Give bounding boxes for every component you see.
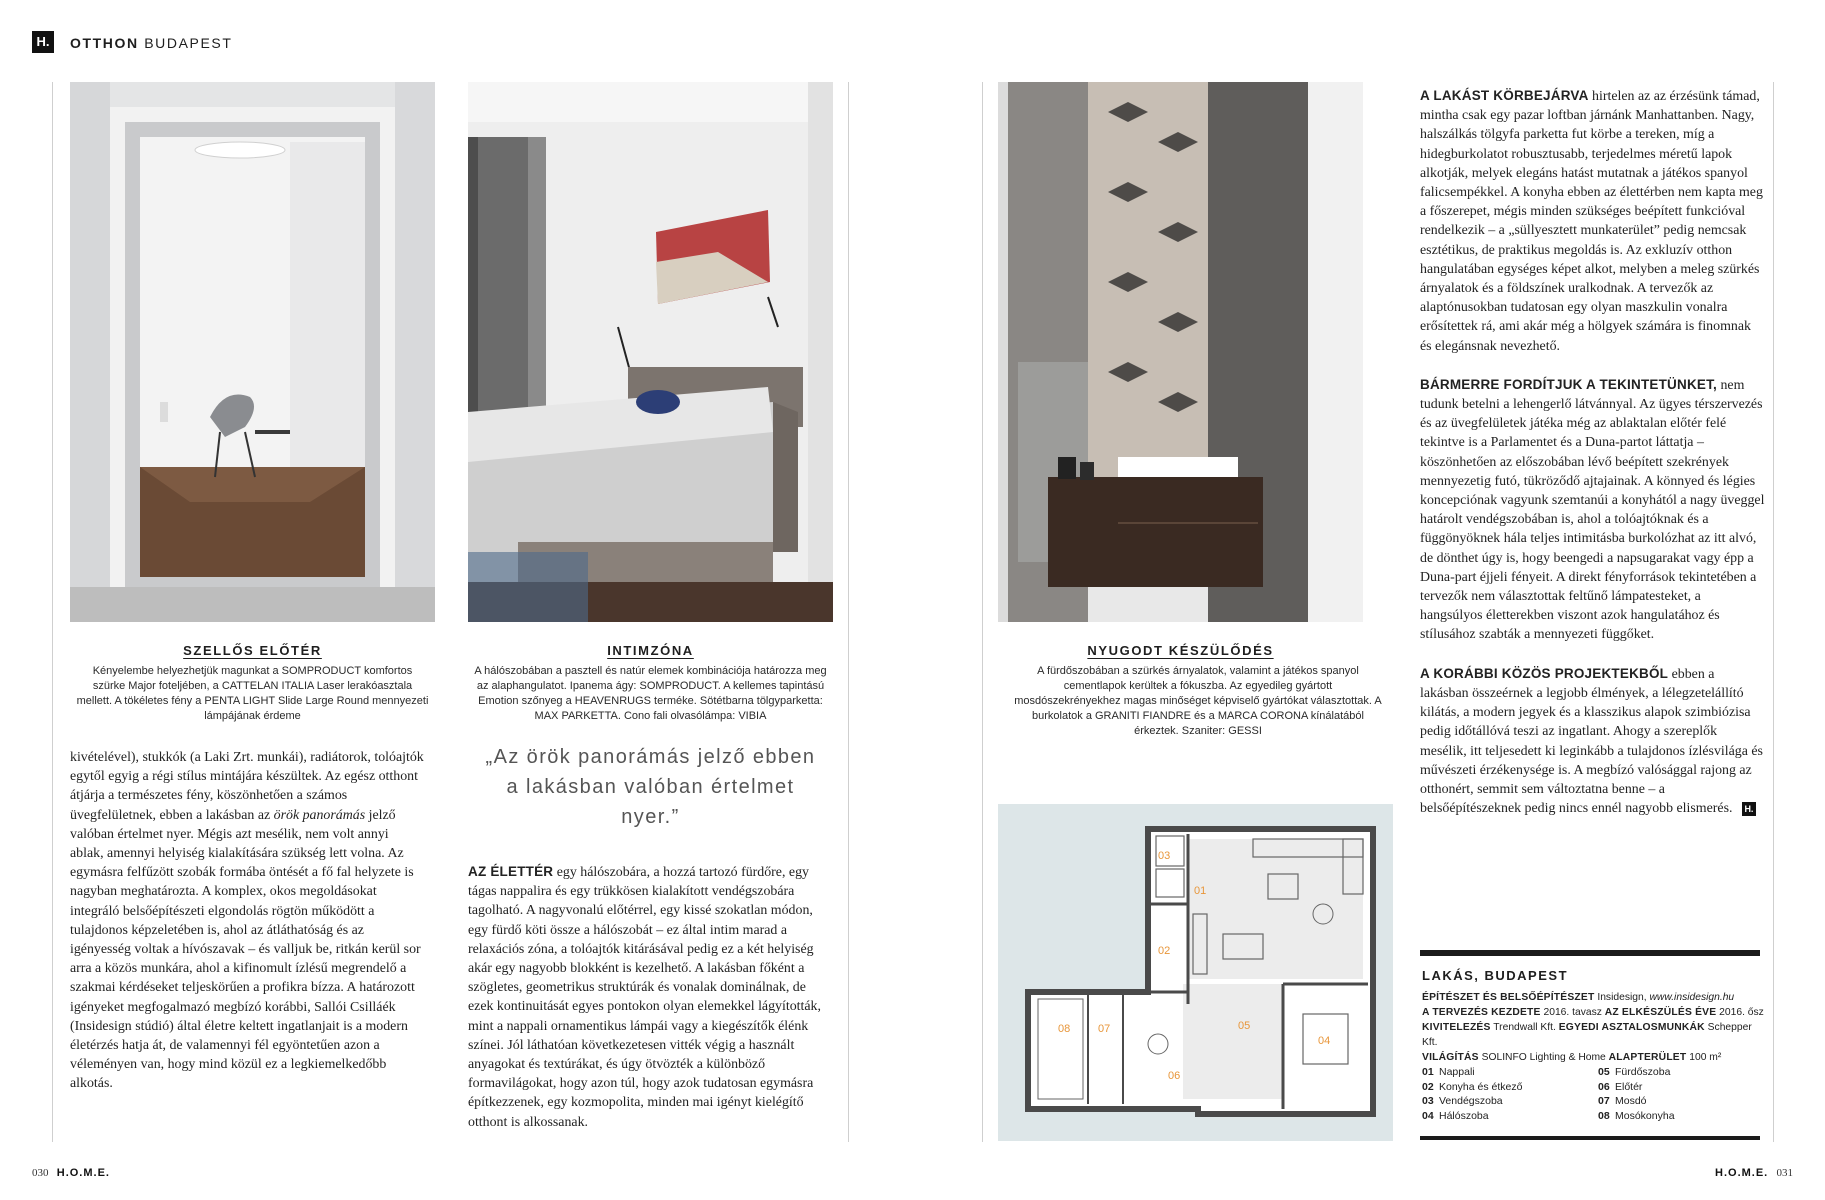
credit-value: 2016. tavasz bbox=[1543, 1007, 1602, 1018]
credit-value: SOLINFO Lighting & Home bbox=[1481, 1052, 1606, 1063]
info-box-bottom-rule bbox=[1420, 1136, 1760, 1140]
column-rule-center-right bbox=[982, 82, 983, 1142]
legend-item bbox=[1422, 1109, 1592, 1124]
column-rule-right bbox=[1773, 82, 1774, 1142]
magazine-logo: H. bbox=[32, 31, 54, 53]
legend-number: 07 bbox=[1598, 1095, 1610, 1107]
credit-line-architecture bbox=[1422, 990, 1767, 1005]
body-column-1-part1: kivételével), stukkók (a Laki Zrt. munkái), radiátorok, tolóajtók egytől egyig a régi stílus mintájára készültek. Az egész otthont átjárja a természetes fény, köszönhetően a számos üvegfelületnek, ebben a lakásban az bbox=[70, 750, 424, 823]
info-box-credits bbox=[1422, 990, 1767, 1065]
section-header-light: BUDAPEST bbox=[144, 35, 233, 51]
credit-website: www.insidesign.hu bbox=[1649, 992, 1735, 1003]
body-column-4-text-3: ebben a lakásban összeérnek a legjobb élmények, a lélegzetelállító kilátás, a modern jegyek és a klasszikus alapok szimbiózisa pedig időtállóvá teszi az ingatlant. Ahogy a szereplők mesélik, itt teljesedett ki leginkább a tulajdonos ízlésvilága és művészeti érzékenysége is. A megbízó valósággal rajong az otthonért, semmit sem változtatna benne – a belsőépítészeknek pedig nincs ennél nagyobb elismerés. bbox=[1420, 666, 1763, 817]
legend-text: Előtér bbox=[1615, 1080, 1643, 1093]
legend-number: 05 bbox=[1598, 1066, 1610, 1078]
photo-bathroom bbox=[998, 82, 1363, 622]
plan-label-02: 02 bbox=[1158, 945, 1171, 957]
footer-right bbox=[1715, 1166, 1793, 1180]
credit-line-timeline bbox=[1422, 1005, 1767, 1020]
credit-value: Schepper Kft. bbox=[1422, 1022, 1752, 1048]
credit-label: EGYEDI ASZTALOSMUNKÁK bbox=[1558, 1022, 1705, 1033]
plan-label-07: 07 bbox=[1098, 1023, 1111, 1035]
credit-label: A TERVEZÉS KEZDETE bbox=[1422, 1007, 1541, 1018]
photo-hallway bbox=[70, 82, 435, 622]
legend-column-right bbox=[1598, 1065, 1768, 1123]
credit-label: KIVITELEZÉS bbox=[1422, 1022, 1491, 1033]
credit-value: 2016. ősz bbox=[1719, 1007, 1764, 1018]
footer-brand-right: H.O.M.E. bbox=[1715, 1167, 1769, 1179]
legend-text: Nappali bbox=[1439, 1066, 1475, 1078]
section-header bbox=[70, 35, 232, 51]
body-column-1-italic: örök panorámás bbox=[273, 807, 366, 823]
legend-number: 04 bbox=[1422, 1109, 1434, 1122]
body-column-4 bbox=[1420, 86, 1765, 818]
legend-number: 02 bbox=[1422, 1080, 1434, 1093]
plan-label-05: 05 bbox=[1238, 1020, 1251, 1032]
credit-value: 100 m² bbox=[1689, 1052, 1722, 1063]
body-column-4-lead-1: A LAKÁST KÖRBEJÁRVA bbox=[1420, 88, 1589, 103]
photo-bedroom bbox=[468, 82, 833, 622]
legend-text: Mosókonyha bbox=[1615, 1109, 1675, 1122]
legend-text: Konyha és étkező bbox=[1439, 1080, 1523, 1093]
caption-text-bathroom: A fürdőszobában a szürkés árnyalatok, valamint a játékos spanyol cementlapok kerültek a fókuszba. Az egyedileg gyártott mosdószekrényekhez magas minőséget képviselő gyártókat választottak. A burkolatok a GRANITI FIANDRE és a MARCA CORONA kínálatából érkeztek. Szaniter: GESSI bbox=[1014, 665, 1382, 737]
legend-text: Hálószoba bbox=[1439, 1109, 1489, 1122]
footer-brand-left: H.O.M.E. bbox=[56, 1167, 110, 1179]
legend-item bbox=[1598, 1094, 1768, 1109]
credit-value: Insidesign, bbox=[1597, 992, 1647, 1003]
legend-item bbox=[1422, 1080, 1592, 1095]
caption-text-bedroom: A hálószobában a pasztell és natúr elemek kombinációja határozza meg az alaphangulatot. Ipanema ágy: SOMPRODUCT. A kellemes tapintású Emotion szőnyeg a HEAVENRUGS terméke. Sötétbarna tölgyparketta: MAX PARKETTA. Cono fali olvasólámpa: VIBIA bbox=[474, 665, 827, 722]
caption-title-hallway: SZELLŐS ELŐTÉR bbox=[183, 643, 322, 658]
body-column-4-text-2: nem tudunk betelni a lehengerlő látvánnyal. Az ügyes térszervezés és az üvegfelületek játéka még az ablaktalan előtér felé tekintve is a Parlamentet és a Duna-partot láttatja – köszönhetően az előszobában lévő beépített szekrények mennyezetig futó, tükröződő ajtajainak. A könnyed és légies koncepciónak vagyunk szemtanúi a konyhától a nagy üveggel határolt vendégszobában is, ahol a tolóajtóknak és a függönyöknek hála teljes intimitásba burkolózhat az itt alvó, de dönthet úgy is, hogy beengedi a napsugarakat vagy épp a Duna-part éjjeli fényeit. A direkt fényforrások tekintetében a tervezők nem választottak feltűnő lámpatesteket, a hangsúlyos életterekben viszont azok hangulatához és stílusához szabták a mennyezeti függőket. bbox=[1420, 377, 1765, 643]
body-column-4-paragraph-1 bbox=[1420, 86, 1765, 356]
legend-text: Vendégszoba bbox=[1439, 1095, 1503, 1107]
body-column-4-lead-2: BÁRMERRE FORDÍTJUK A TEKINTETÜNKET, bbox=[1420, 376, 1717, 392]
page-number-left: 030 bbox=[32, 1167, 49, 1179]
column-rule-left bbox=[52, 82, 53, 1142]
body-column-4-paragraph-2 bbox=[1420, 375, 1765, 645]
body-column-2 bbox=[468, 862, 828, 1132]
caption-title-bedroom: INTIMZÓNA bbox=[607, 643, 694, 658]
plan-label-08: 08 bbox=[1058, 1023, 1071, 1035]
plan-label-06: 06 bbox=[1168, 1070, 1181, 1082]
legend-text: Mosdó bbox=[1615, 1095, 1647, 1107]
credit-label: AZ ELKÉSZÜLÉS ÉVE bbox=[1604, 1007, 1717, 1018]
footer-left bbox=[32, 1166, 110, 1180]
legend-number: 01 bbox=[1422, 1066, 1434, 1078]
plan-label-04: 04 bbox=[1318, 1035, 1331, 1047]
credit-label: ALAPTERÜLET bbox=[1608, 1052, 1687, 1063]
credit-line-construction bbox=[1422, 1020, 1767, 1050]
floor-plan bbox=[998, 804, 1393, 1141]
column-rule-center-left bbox=[848, 82, 849, 1142]
credit-line-lighting bbox=[1422, 1050, 1767, 1065]
legend-item bbox=[1598, 1065, 1768, 1080]
caption-text-hallway: Kényelembe helyezhetjük magunkat a SOMPRODUCT komfortos szürke Major foteljében, a CATTELAN ITALIA Laser lerakóasztala mellett. A tökéletes fény a PENTA LIGHT Slide Large Round mennyezeti lámpájának érdeme bbox=[76, 665, 429, 722]
credit-label: ÉPÍTÉSZET ÉS BELSŐÉPÍTÉSZET bbox=[1422, 992, 1595, 1003]
pull-quote: „Az örök panorámás jelző ebben a lakásban valóban értelmet nyer.” bbox=[485, 746, 816, 828]
section-header-bold: OTTHON bbox=[70, 35, 139, 51]
legend-item bbox=[1422, 1065, 1592, 1080]
credit-label: VILÁGÍTÁS bbox=[1422, 1052, 1479, 1063]
legend-item bbox=[1598, 1080, 1768, 1095]
end-mark-logo: H. bbox=[1742, 802, 1756, 816]
info-box-top-rule bbox=[1420, 950, 1760, 956]
body-column-2-text: egy hálószobára, a hozzá tartozó fürdőre, egy tágas nappalira és egy trükkösen kialakított vendégszobára tagolható. A nagyvonalú előtérrel, egy kissé szokatlan módon, egy fürdő köti össze a hálószobát – ez által intim marad a relaxációs zóna, a tolóajtók kitárásával pedig ez a két helyiség akár egy nagyobb blokként is kezelhető. A lakásban főként a szögletes, geometrikus struktúrák és vonalak dominálnak, de ezek kontinuitását egyes pontokon olyan elemekkel lágyították, mint a nappali ornamentikus lámpái vagy a kiegészítők élénk színei. Jól láthatóan következetesen vitték végig a használt anyagokat és textúrákat, és úgy ötvözték a különböző formavilágokat, hogy azon túl, hogy azok tudatosan egymásra építkezzenek, egy kozmopolita, minden mai igényt kielégítő otthont is alkossanak. bbox=[468, 865, 821, 1130]
body-column-1-part2: jelző valóban értelmet nyer. Mégis azt mesélik, nem volt annyi ablak, amennyi helyiség kialakítására szükség lett volna. Az egymásra felfűzött szobák formába öntését a fő fal helyzete is nagyban meghatározta. A komplex, okos megoldásokat integráló belsőépítészeti elgondolás rögtön működött a tulajdonos képzeletében is, ahol az átláthatóság és az igényesség voltak a hívószavak – és valljuk be, ritkán kerül sor arra a közös munkára, ahol a kifinomult ízlésű megrendelő a szakmai kérdéseket teljeskörűen a profikra bízza. A határozott igényeket megfogalmazó megbízó korábbi, Sallói Csilláék (Insidesign stúdió) által életre keltett ingatlanjait is a modern életérzés hatja át, de valamennyi fél egyöntetűen azon a véleményen van, hogy mind közül ez a legkiemelkedőbb alkotás. bbox=[70, 807, 421, 1092]
body-column-4-paragraph-3 bbox=[1420, 664, 1765, 819]
info-box-title: LAKÁS, BUDAPEST bbox=[1422, 968, 1569, 983]
credit-value: Trendwall Kft. bbox=[1493, 1022, 1556, 1033]
body-column-4-text-1: hirtelen az az érzésünk támad, mintha csak egy pazar loftban járnánk Manhattanben. Nagy, halszálkás tölgyfa parketta fut körbe a tereken, míg a hidegburkolatot robusztusabb, terjedelmes méretű lapok alkotják, melyek elegáns hatást mutatnak a játékos spanyol falicsempékkel. A konyha ebben az élettérben nem kapta meg a főszerepet, mégis minden szükséges beépített funkcióval rendelkezik – a „süllyesztett munkaterület” pedig nemcsak esztétikus, de praktikus megoldás is. Az exkluzív otthon hangulatában egységes képet alkot, melyben a meleg szürkés árnyalatok és a földszínek uralkodnak. A tervezők az alaptónusokban tudatosan egy olyan maszkulin vonalra erősítettek rá, ami akár még a hölgyek számára is finomnak és elegánsnak nevezhető. bbox=[1420, 89, 1763, 354]
legend-number: 06 bbox=[1598, 1080, 1610, 1093]
caption-title-bathroom: NYUGODT KÉSZÜLŐDÉS bbox=[1087, 643, 1274, 658]
plan-label-03: 03 bbox=[1158, 850, 1171, 862]
legend-column-left bbox=[1422, 1065, 1592, 1123]
page-number-right: 031 bbox=[1776, 1167, 1793, 1179]
body-column-1 bbox=[70, 748, 425, 1094]
body-column-2-lead: AZ ÉLETTÉR bbox=[468, 864, 554, 879]
legend-number: 08 bbox=[1598, 1109, 1610, 1122]
legend-number: 03 bbox=[1422, 1095, 1434, 1107]
plan-label-01: 01 bbox=[1194, 885, 1207, 897]
legend-item bbox=[1422, 1094, 1592, 1109]
legend-text: Fürdőszoba bbox=[1615, 1066, 1671, 1078]
legend-item bbox=[1598, 1109, 1768, 1124]
body-column-4-lead-3: A KORÁBBI KÖZÖS PROJEKTEKBŐL bbox=[1420, 665, 1669, 681]
